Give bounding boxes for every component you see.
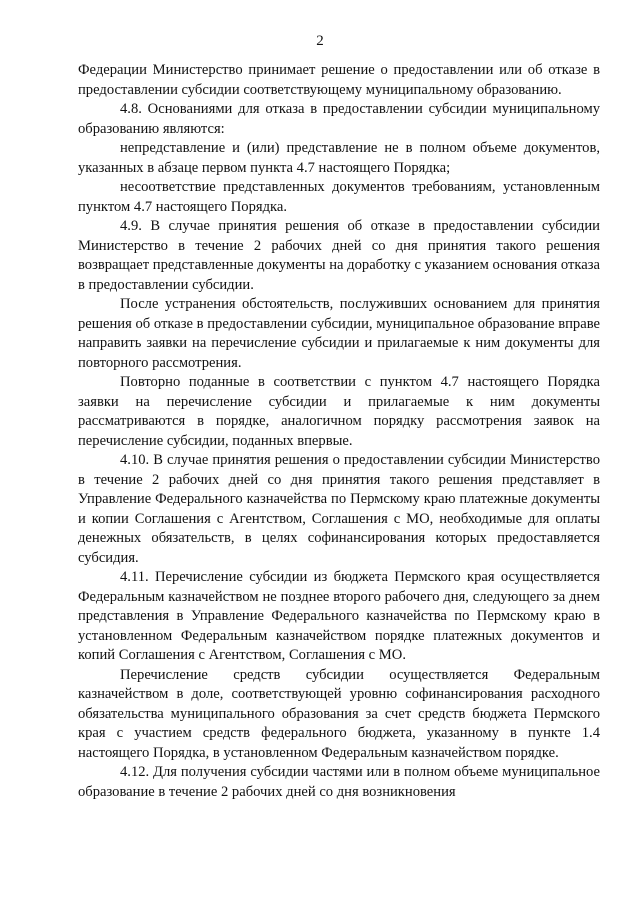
paragraph: 4.10. В случае принятия решения о предоставлении субсидии Министерство в течение 2 рабочих дней со дня принятия такого решения представляет в Управление Федерального казначейства по Пермскому краю платежные документы и копии Соглашения с Агентством, Соглашения с МО, необходимые для оплаты денежных обязательств, в целях софинансирования которых предоставляется субсидия. [78, 452, 600, 566]
paragraph: Повторно поданные в соответствии с пунктом 4.7 настоящего Порядка заявки на перечисление субсидии и прилагаемые к ним документы рассматриваются в порядке, аналогичном порядку рассмотрения заявок на перечисление субсидии, поданных впервые. [78, 374, 600, 449]
paragraph: 4.8. Основаниями для отказа в предоставлении субсидии муниципальному образованию являются: [78, 101, 600, 137]
page-number: 2 [316, 33, 324, 49]
paragraph: 4.9. В случае принятия решения об отказе в предоставлении субсидии Министерство в течение 2 рабочих дней со дня принятия такого решения возвращает представленные документы на доработку с указанием основания отказа в предоставлении субсидии. [78, 218, 600, 293]
paragraph: Перечисление средств субсидии осуществляется Федеральным казначейством в доле, соответствующей уровню софинансирования расходного обязательства муниципального образования за счет средств бюджета Пермского края с участием средств федерального бюджета, указанному в пункте 1.4 настоящего Порядка, в установленном Федеральным казначейством порядке. [78, 666, 600, 761]
paragraph: 4.11. Перечисление субсидии из бюджета Пермского края осуществляется Федеральным казначейством не позднее второго рабочего дня, следующего за днем представления в Управление Федерального казначейства по Пермскому краю в установленном Федеральным казначейством порядке платежных документов и копий Соглашения с Агентством, Соглашения с МО. [78, 569, 600, 663]
paragraph: Федерации Министерство принимает решение о предоставлении или об отказе в предоставлении субсидии соответствующему муниципальному образованию. [78, 62, 600, 98]
paragraph: 4.12. Для получения субсидии частями или в полном объеме муниципальное образование в течение 2 рабочих дней со дня возникновения [78, 764, 600, 800]
paragraph: непредставление и (или) представление не в полном объеме документов, указанных в абзаце первом пункта 4.7 настоящего Порядка; [78, 140, 600, 176]
paragraph: После устранения обстоятельств, послуживших основанием для принятия решения об отказе в предоставлении субсидии, муниципальное образование вправе направить заявки на перечисление субсидии и прилагаемые к ним документы для повторного рассмотрения. [78, 296, 600, 371]
document-body [78, 61, 600, 802]
paragraph: несоответствие представленных документов требованиям, установленным пунктом 4.7 настоящего Порядка. [78, 179, 600, 215]
